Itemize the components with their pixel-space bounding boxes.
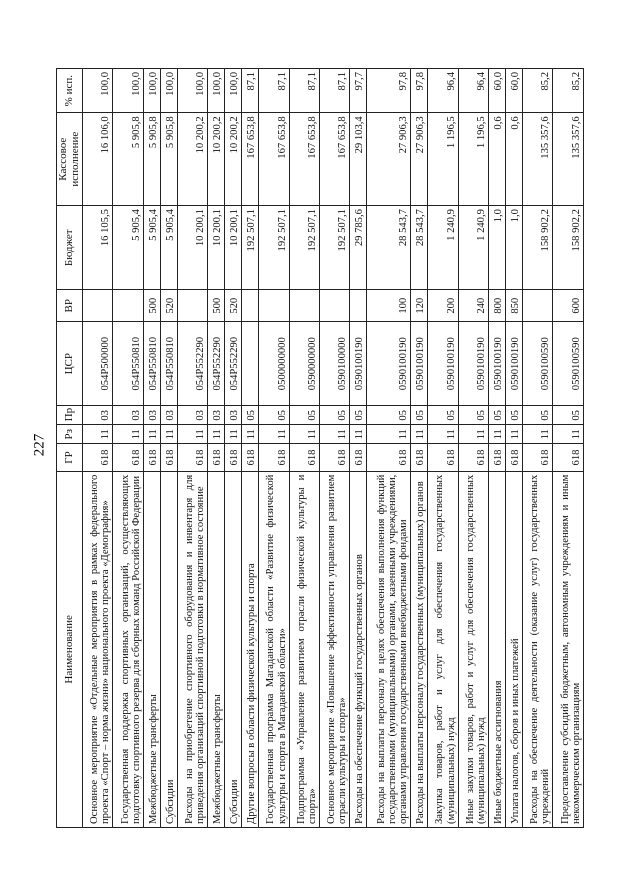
table-row (113, 69, 143, 828)
cell-pr: 03 (113, 406, 143, 425)
table-header (57, 69, 83, 828)
cell-cash: 27 906,3 (411, 113, 428, 206)
cell-name: Субсидии (225, 471, 242, 827)
cell-name: Другие вопросы в области физической культуры и спорта (242, 471, 259, 827)
cell-cash: 29 103,4 (350, 113, 367, 206)
cell-name: Государственная поддержка спортивных организаций, осуществляющих подготовку спортивного резерва для сборных команд Российской Федерации (113, 471, 143, 827)
cell-rz: 11 (177, 425, 207, 444)
cell-budget: 1,0 (489, 206, 506, 290)
cell-pct: 97,8 (411, 69, 428, 113)
cell-pr: 05 (428, 406, 458, 425)
cell-csr: 054P550810 (113, 322, 143, 406)
header-pct: % исп. (57, 69, 83, 113)
cell-pct: 100,0 (160, 69, 177, 113)
cell-pct: 97,8 (367, 69, 411, 113)
header-pr: Пр (57, 406, 83, 425)
cell-budget: 158 902,2 (523, 206, 553, 290)
cell-gr: 618 (367, 444, 411, 471)
cell-pct: 87,1 (289, 69, 319, 113)
cell-pct: 87,1 (259, 69, 289, 113)
cell-pr: 05 (259, 406, 289, 425)
cell-vr: 600 (553, 290, 584, 322)
cell-budget: 192 507,1 (320, 206, 350, 290)
cell-name: Субсидии (160, 471, 177, 827)
cell-vr (350, 290, 367, 322)
cell-cash: 167 653,8 (320, 113, 350, 206)
cell-cash: 16 106,0 (83, 113, 113, 206)
cell-vr: 100 (367, 290, 411, 322)
cell-rz: 11 (367, 425, 411, 444)
cell-cash: 10 200,2 (225, 113, 242, 206)
cell-vr (523, 290, 553, 322)
cell-pct: 60,0 (506, 69, 523, 113)
cell-rz: 11 (242, 425, 259, 444)
cell-budget: 28 543,7 (367, 206, 411, 290)
cell-rz: 11 (289, 425, 319, 444)
rotated-table-container (56, 68, 584, 828)
cell-pct: 96,4 (428, 69, 458, 113)
cell-vr: 520 (225, 290, 242, 322)
cell-pr: 03 (208, 406, 225, 425)
page-number: 227 (31, 433, 48, 457)
cell-cash: 1 196,5 (458, 113, 488, 206)
cell-rz: 11 (428, 425, 458, 444)
cell-budget: 192 507,1 (259, 206, 289, 290)
cell-pct: 100,0 (113, 69, 143, 113)
table-row (367, 69, 411, 828)
cell-pr: 05 (411, 406, 428, 425)
cell-pr: 03 (160, 406, 177, 425)
cell-gr: 618 (208, 444, 225, 471)
cell-name: Иные закупки товаров, работ и услуг для обеспечения государственных (муниципальных) нужд (458, 471, 488, 827)
cell-csr: 054P552290 (208, 322, 225, 406)
cell-gr: 618 (428, 444, 458, 471)
cell-vr: 520 (160, 290, 177, 322)
cell-rz: 11 (83, 425, 113, 444)
cell-cash: 5 905,8 (160, 113, 177, 206)
cell-cash: 167 653,8 (259, 113, 289, 206)
cell-cash: 27 906,3 (367, 113, 411, 206)
table-row (523, 69, 553, 828)
cell-rz: 11 (506, 425, 523, 444)
cell-vr (320, 290, 350, 322)
table-row (320, 69, 350, 828)
cell-pr: 03 (177, 406, 207, 425)
cell-csr: 054P500000 (83, 322, 113, 406)
cell-budget: 1 240,9 (428, 206, 458, 290)
cell-name: Подпрограмма «Управление развитием отрасли физической культуры и спорта» (289, 471, 319, 827)
cell-name: Основное мероприятие «Отдельные мероприятия в рамках федерального проекта «Спорт – норма жизни» национального проекта «Демография» (83, 471, 113, 827)
cell-gr: 618 (320, 444, 350, 471)
cell-pr: 05 (489, 406, 506, 425)
cell-csr: 054P552290 (177, 322, 207, 406)
cell-vr (289, 290, 319, 322)
cell-rz: 11 (523, 425, 553, 444)
cell-vr: 200 (428, 290, 458, 322)
cell-rz: 11 (160, 425, 177, 444)
cell-vr: 240 (458, 290, 488, 322)
table-row (458, 69, 488, 828)
header-rz: Рз (57, 425, 83, 444)
cell-budget: 158 902,2 (553, 206, 584, 290)
header-row (57, 69, 83, 828)
cell-rz: 11 (411, 425, 428, 444)
cell-budget: 5 905,4 (113, 206, 143, 290)
cell-pr: 03 (143, 406, 160, 425)
cell-name: Расходы на выплаты персоналу государственных (муниципальных) органов (411, 471, 428, 827)
cell-name: Основное мероприятие «Повышение эффективности управления развитием отрасли культуры и спорта» (320, 471, 350, 827)
table-row (242, 69, 259, 828)
cell-name: Предоставление субсидий бюджетным, автономным учреждениям и иным некоммерческим организациям (553, 471, 584, 827)
cell-gr: 618 (289, 444, 319, 471)
cell-pct: 100,0 (225, 69, 242, 113)
cell-cash: 167 653,8 (289, 113, 319, 206)
cell-name: Расходы на выплаты персоналу в целях обеспечения выполнения функций государственными (муниципальными) органами, казенными учреждениями, органами управления государственными внебюджетными фондами (367, 471, 411, 827)
cell-budget: 5 905,4 (143, 206, 160, 290)
cell-budget: 29 785,6 (350, 206, 367, 290)
table-row (489, 69, 506, 828)
cell-csr: 0590100190 (506, 322, 523, 406)
cell-budget: 1,0 (506, 206, 523, 290)
cell-name: Уплата налогов, сборов и иных платежей (506, 471, 523, 827)
cell-pct: 60,0 (489, 69, 506, 113)
cell-cash: 5 905,8 (113, 113, 143, 206)
cell-name: Межбюджетные трансферты (143, 471, 160, 827)
cell-pr: 05 (523, 406, 553, 425)
cell-name: Расходы на приобретение спортивного оборудования и инвентаря для приведения организаций спортивной подготовки в нормативное состояние (177, 471, 207, 827)
cell-rz: 11 (320, 425, 350, 444)
cell-vr (113, 290, 143, 322)
cell-budget: 28 543,7 (411, 206, 428, 290)
budget-table (56, 68, 584, 828)
cell-rz: 11 (458, 425, 488, 444)
cell-csr: 0500000000 (259, 322, 289, 406)
table-row (83, 69, 113, 828)
cell-cash: 0,6 (489, 113, 506, 206)
cell-budget: 10 200,1 (225, 206, 242, 290)
table-row (160, 69, 177, 828)
cell-csr: 0590100190 (458, 322, 488, 406)
cell-vr: 500 (208, 290, 225, 322)
cell-cash: 5 905,8 (143, 113, 160, 206)
cell-pct: 100,0 (208, 69, 225, 113)
cell-gr: 618 (458, 444, 488, 471)
table-row (208, 69, 225, 828)
cell-pct: 100,0 (177, 69, 207, 113)
cell-vr: 500 (143, 290, 160, 322)
cell-rz: 11 (208, 425, 225, 444)
cell-name: Закупка товаров, работ и услуг для обеспечения государственных (муниципальных) нужд (428, 471, 458, 827)
cell-pr: 05 (320, 406, 350, 425)
header-vr: ВР (57, 290, 83, 322)
cell-pr: 05 (367, 406, 411, 425)
cell-rz: 11 (553, 425, 584, 444)
cell-cash: 135 357,6 (523, 113, 553, 206)
header-csr: ЦСР (57, 322, 83, 406)
cell-pct: 85,2 (553, 69, 584, 113)
cell-vr: 850 (506, 290, 523, 322)
cell-gr: 618 (160, 444, 177, 471)
cell-csr: 054P550810 (160, 322, 177, 406)
cell-name: Расходы на обеспечение деятельности (оказание услуг) государственных учреждений (523, 471, 553, 827)
table-row (428, 69, 458, 828)
cell-name: Межбюджетные трансферты (208, 471, 225, 827)
cell-rz: 11 (350, 425, 367, 444)
cell-pct: 87,1 (320, 69, 350, 113)
cell-pct: 97,7 (350, 69, 367, 113)
cell-gr: 618 (506, 444, 523, 471)
table-row (225, 69, 242, 828)
cell-gr: 618 (177, 444, 207, 471)
cell-csr: 054P550810 (143, 322, 160, 406)
cell-rz: 11 (259, 425, 289, 444)
cell-pct: 85,2 (523, 69, 553, 113)
cell-csr: 054P552290 (225, 322, 242, 406)
cell-pct: 100,0 (83, 69, 113, 113)
cell-gr: 618 (143, 444, 160, 471)
cell-pr: 05 (553, 406, 584, 425)
cell-csr: 0590100190 (411, 322, 428, 406)
cell-pct: 100,0 (143, 69, 160, 113)
cell-cash: 10 200,2 (177, 113, 207, 206)
table-body (83, 69, 584, 828)
header-budget: Бюджет (57, 206, 83, 290)
cell-budget: 1 240,9 (458, 206, 488, 290)
cell-pr: 05 (506, 406, 523, 425)
cell-pct: 96,4 (458, 69, 488, 113)
cell-csr: 0590000000 (289, 322, 319, 406)
cell-rz: 11 (143, 425, 160, 444)
table-row (259, 69, 289, 828)
cell-csr: 0590100190 (367, 322, 411, 406)
header-gr: ГР (57, 444, 83, 471)
cell-budget: 10 200,1 (208, 206, 225, 290)
cell-vr: 120 (411, 290, 428, 322)
cell-rz: 11 (225, 425, 242, 444)
cell-budget: 16 105,5 (83, 206, 113, 290)
cell-pct: 87,1 (242, 69, 259, 113)
cell-budget: 192 507,1 (242, 206, 259, 290)
cell-gr: 618 (242, 444, 259, 471)
cell-cash: 167 653,8 (242, 113, 259, 206)
cell-gr: 618 (553, 444, 584, 471)
cell-budget: 10 200,1 (177, 206, 207, 290)
cell-csr: 0590100190 (428, 322, 458, 406)
cell-pr: 03 (83, 406, 113, 425)
cell-vr (177, 290, 207, 322)
header-cash: Кассовое исполнение (57, 113, 83, 206)
cell-csr: 0590100590 (553, 322, 584, 406)
cell-gr: 618 (113, 444, 143, 471)
cell-rz: 11 (113, 425, 143, 444)
cell-name: Государственная программа Магаданской области «Развитие физической культуры и спорта в Магаданской области» (259, 471, 289, 827)
cell-cash: 135 357,6 (553, 113, 584, 206)
cell-vr (83, 290, 113, 322)
cell-csr: 0590100190 (489, 322, 506, 406)
cell-pr: 05 (289, 406, 319, 425)
cell-pr: 03 (225, 406, 242, 425)
cell-rz: 11 (489, 425, 506, 444)
cell-pr: 05 (242, 406, 259, 425)
cell-pr: 05 (350, 406, 367, 425)
cell-gr: 618 (259, 444, 289, 471)
cell-vr (242, 290, 259, 322)
table-row (411, 69, 428, 828)
cell-csr (242, 322, 259, 406)
cell-vr: 800 (489, 290, 506, 322)
cell-csr: 0590100190 (350, 322, 367, 406)
cell-gr: 618 (489, 444, 506, 471)
cell-name: Расходы на обеспечение функций государственных органов (350, 471, 367, 827)
cell-budget: 5 905,4 (160, 206, 177, 290)
cell-gr: 618 (350, 444, 367, 471)
cell-pr: 05 (458, 406, 488, 425)
cell-gr: 618 (83, 444, 113, 471)
table-row (506, 69, 523, 828)
cell-vr (259, 290, 289, 322)
table-row (553, 69, 584, 828)
cell-gr: 618 (411, 444, 428, 471)
table-row (177, 69, 207, 828)
cell-cash: 1 196,5 (428, 113, 458, 206)
cell-gr: 618 (523, 444, 553, 471)
cell-cash: 10 200,2 (208, 113, 225, 206)
table-row (350, 69, 367, 828)
cell-budget: 192 507,1 (289, 206, 319, 290)
cell-csr: 0590100590 (523, 322, 553, 406)
table-row (143, 69, 160, 828)
cell-csr: 0590100000 (320, 322, 350, 406)
cell-gr: 618 (225, 444, 242, 471)
header-name: Наименование (57, 471, 83, 827)
cell-name: Иные бюджетные ассигнования (489, 471, 506, 827)
table-row (289, 69, 319, 828)
cell-cash: 0,6 (506, 113, 523, 206)
